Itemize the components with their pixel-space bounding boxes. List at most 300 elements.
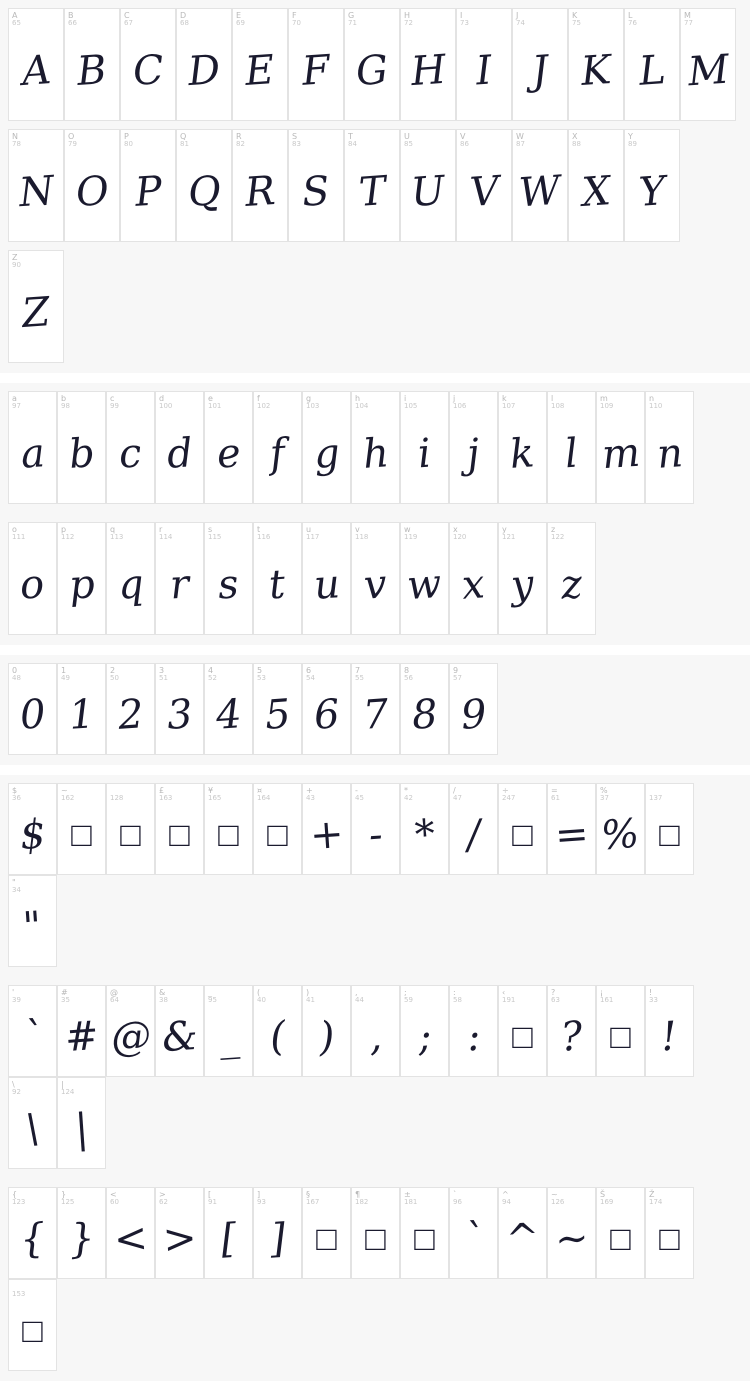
glyph-cell[interactable] bbox=[449, 663, 498, 755]
glyph-cell[interactable] bbox=[8, 1279, 57, 1371]
glyph-cell[interactable] bbox=[232, 8, 288, 121]
glyph-char-label: K bbox=[572, 11, 578, 20]
glyph-char-label: h bbox=[355, 394, 361, 403]
glyph-preview: m bbox=[599, 429, 642, 478]
glyph-char-label: ' bbox=[12, 988, 15, 997]
glyph-preview: 0 bbox=[18, 691, 47, 739]
glyph-code-label: 39 bbox=[12, 996, 21, 1004]
glyph-code-label: 109 bbox=[600, 402, 614, 410]
glyph-preview: O bbox=[74, 167, 110, 216]
glyph-cell[interactable] bbox=[624, 129, 680, 242]
glyph-preview: ! bbox=[659, 1013, 680, 1061]
glyph-code-label: 63 bbox=[551, 996, 560, 1004]
glyph-cell[interactable] bbox=[302, 663, 351, 755]
glyph-char-label: : bbox=[453, 988, 456, 997]
glyph-char-label: e bbox=[208, 394, 213, 403]
glyph-char-label: % bbox=[600, 786, 608, 795]
glyph-cell[interactable] bbox=[106, 391, 155, 504]
glyph-cell[interactable] bbox=[547, 1187, 596, 1279]
glyph-char-label: W bbox=[516, 132, 524, 141]
glyph-code-label: 162 bbox=[61, 794, 75, 802]
glyph-char-label: b bbox=[61, 394, 67, 403]
glyph-cell[interactable] bbox=[456, 129, 512, 242]
glyph-code-label: 137 bbox=[649, 794, 663, 802]
glyph-cell[interactable] bbox=[449, 522, 498, 635]
glyph-cell[interactable] bbox=[8, 129, 64, 242]
glyph-cell[interactable] bbox=[204, 391, 253, 504]
glyph-cell[interactable] bbox=[106, 985, 155, 1077]
glyph-code-label: 85 bbox=[404, 140, 413, 148]
glyph-cell[interactable] bbox=[253, 391, 302, 504]
glyph-preview: r bbox=[168, 560, 191, 609]
glyph-char-label: Z bbox=[12, 253, 18, 262]
glyph-char-label: s bbox=[208, 525, 213, 534]
glyph-char-label: 1 bbox=[61, 666, 67, 675]
glyph-char-label: n bbox=[649, 394, 655, 403]
glyph-preview: T bbox=[357, 167, 387, 216]
glyph-code-label: 70 bbox=[292, 19, 301, 27]
glyph-preview: 6 bbox=[312, 691, 341, 739]
glyph-code-label: 33 bbox=[649, 996, 658, 1004]
glyph-code-label: 181 bbox=[404, 1198, 418, 1206]
glyph-char-label: O bbox=[68, 132, 75, 141]
glyph-code-label: 174 bbox=[649, 1198, 663, 1206]
glyph-code-label: 45 bbox=[355, 794, 364, 802]
glyph-cell[interactable] bbox=[253, 522, 302, 635]
glyph-cell[interactable] bbox=[302, 783, 351, 875]
glyph-cell[interactable] bbox=[8, 783, 57, 875]
glyph-cell[interactable] bbox=[232, 129, 288, 242]
glyph-code-label: 78 bbox=[12, 140, 21, 148]
glyph-preview: □ bbox=[610, 1017, 631, 1057]
glyph-cell[interactable] bbox=[680, 8, 736, 121]
glyph-code-label: 79 bbox=[68, 140, 77, 148]
glyph-code-label: 58 bbox=[453, 996, 462, 1004]
glyph-cell[interactable] bbox=[624, 8, 680, 121]
glyph-char-label: ; bbox=[404, 988, 407, 997]
glyph-code-label: 125 bbox=[61, 1198, 75, 1206]
glyph-preview: K bbox=[579, 46, 613, 95]
symbols-row-3 bbox=[0, 1179, 750, 1381]
glyph-cell[interactable] bbox=[8, 663, 57, 755]
glyph-char-label: £ bbox=[159, 786, 165, 795]
glyph-preview: | bbox=[73, 1105, 90, 1153]
glyph-char-label: 8 bbox=[404, 666, 410, 675]
glyph-code-label: 121 bbox=[502, 533, 516, 541]
glyph-cell[interactable] bbox=[106, 522, 155, 635]
glyph-cell[interactable] bbox=[547, 391, 596, 504]
glyph-preview: : bbox=[465, 1013, 482, 1061]
glyph-cell[interactable] bbox=[547, 985, 596, 1077]
glyph-char-label: T bbox=[348, 132, 353, 141]
glyph-char-label: 9 bbox=[453, 666, 459, 675]
glyph-code-label: 56 bbox=[404, 674, 413, 682]
glyph-preview: t bbox=[267, 560, 288, 609]
glyph-char-label: ? bbox=[551, 988, 556, 997]
glyph-preview: Z bbox=[20, 288, 52, 337]
glyph-code-label: 65 bbox=[12, 19, 21, 27]
glyph-cell[interactable] bbox=[106, 663, 155, 755]
glyph-cell[interactable] bbox=[400, 522, 449, 635]
glyph-preview: □ bbox=[414, 1219, 435, 1259]
glyph-cell[interactable] bbox=[120, 129, 176, 242]
glyph-code-label: 111 bbox=[12, 533, 26, 541]
glyph-char-label: j bbox=[453, 394, 456, 403]
glyph-cell[interactable] bbox=[596, 783, 645, 875]
glyph-code-label: 48 bbox=[12, 674, 21, 682]
glyph-preview: □ bbox=[365, 1219, 386, 1259]
glyph-code-label: 66 bbox=[68, 19, 77, 27]
glyph-cell[interactable] bbox=[253, 663, 302, 755]
glyph-preview: □ bbox=[218, 815, 239, 855]
glyph-char-label: d bbox=[159, 394, 165, 403]
glyph-cell[interactable] bbox=[57, 985, 106, 1077]
glyph-code-label: 55 bbox=[355, 674, 364, 682]
glyph-code-label: 99 bbox=[110, 402, 119, 410]
glyph-code-label: 97 bbox=[12, 402, 21, 410]
glyph-preview: L bbox=[637, 46, 667, 95]
glyph-cell[interactable] bbox=[8, 391, 57, 504]
glyph-cell[interactable] bbox=[253, 783, 302, 875]
glyph-cell[interactable] bbox=[344, 8, 400, 121]
glyph-preview: i bbox=[416, 430, 433, 477]
glyph-preview: a bbox=[18, 429, 46, 478]
glyph-cell[interactable] bbox=[498, 1187, 547, 1279]
glyph-char-label: L bbox=[628, 11, 633, 20]
uppercase-letters-row-3 bbox=[0, 242, 750, 373]
glyph-cell[interactable] bbox=[204, 522, 253, 635]
glyph-char-label: S bbox=[292, 132, 298, 141]
glyph-cell[interactable] bbox=[498, 985, 547, 1077]
glyph-preview: n bbox=[655, 429, 684, 478]
glyph-char-label: } bbox=[61, 1190, 67, 1199]
glyph-cell[interactable] bbox=[204, 1187, 253, 1279]
glyph-char-label: E bbox=[236, 11, 242, 20]
glyph-cell[interactable] bbox=[8, 985, 57, 1077]
glyph-preview: ) bbox=[317, 1013, 336, 1061]
glyph-char-label: 0 bbox=[12, 666, 18, 675]
glyph-preview: / bbox=[465, 811, 482, 859]
glyph-char-label: < bbox=[110, 1190, 117, 1199]
glyph-char-label: F bbox=[292, 11, 297, 20]
glyph-preview: X bbox=[580, 167, 612, 216]
glyph-preview: ~ bbox=[553, 1214, 590, 1264]
glyph-code-label: 84 bbox=[348, 140, 357, 148]
glyph-preview: ? bbox=[559, 1013, 584, 1061]
glyph-char-label: u bbox=[306, 525, 312, 534]
glyph-code-label: 60 bbox=[110, 1198, 119, 1206]
glyph-char-label: p bbox=[61, 525, 67, 534]
glyph-char-label: 5 bbox=[257, 666, 263, 675]
glyph-char-label: Š bbox=[600, 1190, 606, 1199]
glyph-cell[interactable] bbox=[302, 985, 351, 1077]
glyph-code-label: 100 bbox=[159, 402, 173, 410]
glyph-cell[interactable] bbox=[8, 522, 57, 635]
glyph-cell[interactable] bbox=[449, 391, 498, 504]
block-divider bbox=[0, 765, 750, 775]
glyph-cell[interactable] bbox=[645, 1187, 694, 1279]
glyph-preview: N bbox=[16, 167, 56, 216]
glyph-cell[interactable] bbox=[176, 129, 232, 242]
glyph-cell[interactable] bbox=[155, 391, 204, 504]
glyph-preview: < bbox=[112, 1214, 149, 1264]
glyph-cell[interactable] bbox=[120, 8, 176, 121]
glyph-cell[interactable] bbox=[351, 663, 400, 755]
glyph-cell[interactable] bbox=[106, 783, 155, 875]
glyph-cell[interactable] bbox=[204, 985, 253, 1077]
glyph-char-label: ± bbox=[404, 1190, 411, 1199]
glyph-preview: u bbox=[312, 560, 341, 609]
glyph-cell[interactable] bbox=[449, 985, 498, 1077]
glyph-cell[interactable] bbox=[400, 985, 449, 1077]
glyph-cell[interactable] bbox=[498, 783, 547, 875]
glyph-cell[interactable] bbox=[512, 8, 568, 121]
glyph-code-label: 86 bbox=[460, 140, 469, 148]
glyph-code-label: 52 bbox=[208, 674, 217, 682]
glyph-cell[interactable] bbox=[512, 129, 568, 242]
glyph-char-label: z bbox=[551, 525, 556, 534]
glyph-cell[interactable] bbox=[449, 1187, 498, 1279]
glyph-cell[interactable] bbox=[57, 1077, 106, 1169]
glyph-preview: % bbox=[599, 810, 642, 860]
glyph-code-label: 124 bbox=[61, 1088, 75, 1096]
glyph-code-label: 114 bbox=[159, 533, 173, 541]
glyph-char-label: ) bbox=[306, 988, 310, 997]
glyph-char-label: ¡ bbox=[600, 988, 604, 997]
glyph-cell[interactable] bbox=[456, 8, 512, 121]
glyph-cell[interactable] bbox=[176, 8, 232, 121]
glyph-cell[interactable] bbox=[351, 391, 400, 504]
glyph-code-label: 76 bbox=[628, 19, 637, 27]
glyph-cell[interactable] bbox=[155, 663, 204, 755]
glyph-code-label: 61 bbox=[551, 794, 560, 802]
glyph-code-label: 98 bbox=[61, 402, 70, 410]
glyph-preview: ^ bbox=[504, 1214, 541, 1264]
glyph-code-label: 50 bbox=[110, 674, 119, 682]
glyph-char-label: R bbox=[236, 132, 242, 141]
glyph-char-label: § bbox=[306, 1190, 310, 1199]
glyph-code-label: 75 bbox=[572, 19, 581, 27]
glyph-cell[interactable] bbox=[155, 522, 204, 635]
glyph-cell[interactable] bbox=[302, 391, 351, 504]
glyph-cell[interactable] bbox=[302, 1187, 351, 1279]
glyph-preview: □ bbox=[22, 1311, 43, 1351]
glyph-preview: C bbox=[131, 46, 165, 95]
glyph-code-label: 44 bbox=[355, 996, 364, 1004]
glyph-preview: d bbox=[165, 429, 194, 478]
glyph-cell[interactable] bbox=[204, 663, 253, 755]
glyph-cell[interactable] bbox=[400, 1187, 449, 1279]
glyph-cell[interactable] bbox=[400, 391, 449, 504]
glyph-code-label: 101 bbox=[208, 402, 222, 410]
glyph-preview: S bbox=[300, 167, 332, 216]
glyph-cell[interactable] bbox=[155, 783, 204, 875]
glyph-cell[interactable] bbox=[596, 1187, 645, 1279]
glyph-cell[interactable] bbox=[8, 250, 64, 363]
glyph-preview: , bbox=[367, 1013, 384, 1061]
glyph-cell[interactable] bbox=[106, 1187, 155, 1279]
glyph-cell[interactable] bbox=[568, 8, 624, 121]
glyph-preview: x bbox=[460, 560, 487, 609]
glyph-char-label: Y bbox=[628, 132, 633, 141]
glyph-preview: > bbox=[161, 1214, 198, 1264]
glyph-code-label: 122 bbox=[551, 533, 565, 541]
glyph-cell[interactable] bbox=[351, 783, 400, 875]
glyph-code-label: 77 bbox=[684, 19, 693, 27]
glyph-preview: F bbox=[300, 46, 332, 95]
glyph-preview: " bbox=[21, 903, 44, 951]
glyph-cell[interactable] bbox=[302, 522, 351, 635]
glyph-char-label: I bbox=[460, 11, 463, 20]
glyph-cell[interactable] bbox=[57, 391, 106, 504]
lowercase-letters-row-1 bbox=[0, 383, 750, 514]
glyph-cell[interactable] bbox=[253, 985, 302, 1077]
glyph-cell[interactable] bbox=[568, 129, 624, 242]
glyph-cell[interactable] bbox=[288, 129, 344, 242]
glyph-code-label: 115 bbox=[208, 533, 222, 541]
glyph-cell[interactable] bbox=[596, 391, 645, 504]
glyph-code-label: 59 bbox=[404, 996, 413, 1004]
glyph-code-label: 54 bbox=[306, 674, 315, 682]
glyph-cell[interactable] bbox=[400, 129, 456, 242]
lowercase-letters-row-2 bbox=[0, 514, 750, 645]
glyph-preview: p bbox=[67, 560, 96, 609]
glyph-preview: ` bbox=[20, 1013, 45, 1061]
glyph-code-label: 88 bbox=[572, 140, 581, 148]
glyph-code-label: 102 bbox=[257, 402, 271, 410]
glyph-cell[interactable] bbox=[449, 783, 498, 875]
glyph-cell[interactable] bbox=[64, 129, 120, 242]
glyph-preview: _ bbox=[216, 1013, 241, 1061]
glyph-char-label: ^ bbox=[502, 1190, 509, 1199]
glyph-code-label: 167 bbox=[306, 1198, 320, 1206]
glyph-char-label: J bbox=[516, 11, 519, 20]
glyph-preview: J bbox=[530, 46, 550, 95]
glyph-cell[interactable] bbox=[351, 1187, 400, 1279]
glyph-preview: 4 bbox=[214, 691, 243, 739]
glyph-cell[interactable] bbox=[645, 985, 694, 1077]
glyph-preview: □ bbox=[316, 1219, 337, 1259]
glyph-cell[interactable] bbox=[498, 391, 547, 504]
glyph-code-label: 103 bbox=[306, 402, 320, 410]
glyph-char-label: $ bbox=[12, 786, 18, 795]
glyph-cell[interactable] bbox=[498, 522, 547, 635]
glyph-preview: g bbox=[312, 429, 341, 478]
glyph-code-label: 110 bbox=[649, 402, 663, 410]
glyph-char-label: r bbox=[159, 525, 163, 534]
glyph-preview: R bbox=[243, 167, 277, 216]
glyph-code-label: 81 bbox=[180, 140, 189, 148]
glyph-cell[interactable] bbox=[253, 1187, 302, 1279]
glyph-cell[interactable] bbox=[645, 391, 694, 504]
glyph-preview: e bbox=[215, 429, 242, 478]
glyph-char-label: a bbox=[12, 394, 17, 403]
glyph-preview: D bbox=[186, 46, 222, 95]
glyph-code-label: 182 bbox=[355, 1198, 369, 1206]
glyph-preview: □ bbox=[267, 815, 288, 855]
glyph-char-label: G bbox=[348, 11, 355, 20]
glyph-cell[interactable] bbox=[8, 875, 57, 967]
glyph-code-label: 163 bbox=[159, 794, 173, 802]
glyph-preview: Y bbox=[637, 167, 667, 216]
glyph-char-label: ! bbox=[649, 988, 653, 997]
glyph-cell[interactable] bbox=[351, 985, 400, 1077]
glyph-cell[interactable] bbox=[8, 1077, 57, 1169]
glyph-code-label: 72 bbox=[404, 19, 413, 27]
glyph-preview: □ bbox=[659, 815, 680, 855]
glyph-cell[interactable] bbox=[57, 663, 106, 755]
glyph-cell[interactable] bbox=[400, 663, 449, 755]
glyph-char-label: / bbox=[453, 786, 456, 795]
glyph-char-label: ` bbox=[453, 1190, 457, 1199]
glyph-preview: q bbox=[116, 560, 145, 609]
glyph-char-label: m bbox=[600, 394, 608, 403]
glyph-cell[interactable] bbox=[155, 985, 204, 1077]
glyph-cell[interactable] bbox=[64, 8, 120, 121]
glyph-char-label: ~ bbox=[551, 1190, 558, 1199]
glyph-char-label: + bbox=[306, 786, 313, 795]
glyph-cell[interactable] bbox=[204, 783, 253, 875]
glyph-cell[interactable] bbox=[8, 8, 64, 121]
glyph-preview: 3 bbox=[165, 691, 194, 739]
glyph-cell[interactable] bbox=[57, 522, 106, 635]
glyph-char-label: ÷ bbox=[502, 786, 509, 795]
glyph-preview: □ bbox=[71, 815, 92, 855]
glyph-cell[interactable] bbox=[547, 522, 596, 635]
glyph-code-label: 117 bbox=[306, 533, 320, 541]
glyph-char-label: P bbox=[124, 132, 129, 141]
glyph-code-label: 73 bbox=[460, 19, 469, 27]
glyph-char-label: M bbox=[684, 11, 691, 20]
glyph-code-label: 191 bbox=[502, 996, 516, 1004]
glyph-cell[interactable] bbox=[547, 783, 596, 875]
glyph-preview: \ bbox=[24, 1105, 41, 1153]
glyph-cell[interactable] bbox=[351, 522, 400, 635]
glyph-code-label: 123 bbox=[12, 1198, 26, 1206]
glyph-preview: y bbox=[509, 560, 536, 609]
glyph-cell[interactable] bbox=[8, 1187, 57, 1279]
glyph-preview: V bbox=[467, 167, 501, 216]
glyph-preview: G bbox=[354, 46, 390, 95]
glyph-cell[interactable] bbox=[57, 783, 106, 875]
glyph-cell[interactable] bbox=[155, 1187, 204, 1279]
block-divider bbox=[0, 373, 750, 383]
glyph-cell[interactable] bbox=[400, 783, 449, 875]
glyph-cell[interactable] bbox=[288, 8, 344, 121]
glyph-preview: z bbox=[559, 560, 584, 609]
glyph-cell[interactable] bbox=[596, 985, 645, 1077]
glyph-cell[interactable] bbox=[645, 783, 694, 875]
glyph-char-label: i bbox=[404, 394, 407, 403]
glyph-cell[interactable] bbox=[400, 8, 456, 121]
glyph-code-label: 64 bbox=[110, 996, 119, 1004]
glyph-code-label: 106 bbox=[453, 402, 467, 410]
glyph-preview: □ bbox=[512, 1017, 533, 1057]
glyph-code-label: 247 bbox=[502, 794, 516, 802]
glyph-preview: - bbox=[367, 811, 384, 859]
glyph-code-label: 94 bbox=[502, 1198, 511, 1206]
glyph-preview: o bbox=[18, 560, 47, 609]
glyph-char-label: l bbox=[551, 394, 554, 403]
glyph-cell[interactable] bbox=[344, 129, 400, 242]
glyph-cell[interactable] bbox=[57, 1187, 106, 1279]
glyph-preview: { bbox=[18, 1215, 47, 1263]
glyph-char-label: H bbox=[404, 11, 411, 20]
glyph-preview: A bbox=[19, 46, 53, 95]
glyph-code-label: 104 bbox=[355, 402, 369, 410]
glyph-preview: M bbox=[685, 46, 731, 95]
glyph-preview: [ bbox=[219, 1215, 238, 1263]
